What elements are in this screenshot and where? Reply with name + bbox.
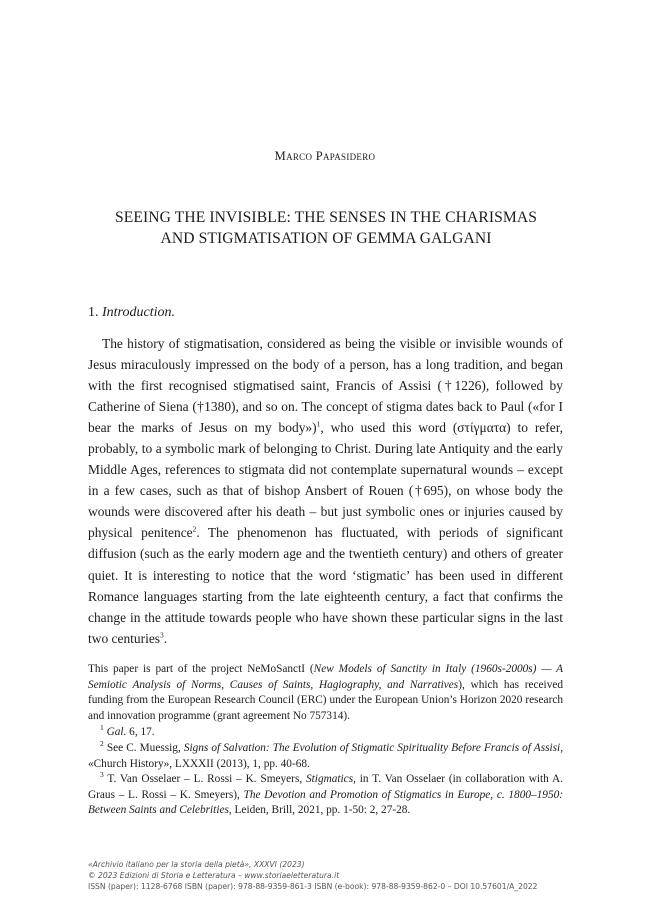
body-text-part-a: The history of stigmatisation, considered as being the visible or invisible wounds of Jesus miraculously impressed on the body of a person, has a long tradition, and began with the first recognised stigmatised saint, Francis of Assisi (†1226), followed by Catherine of Siena (†1380), and so on. The concept of stigma dates back to Paul («for I bear the marks of Jesus on my body») — [88, 336, 563, 436]
footnote-3-title-1: Stigmatics — [306, 773, 354, 785]
footnote-2-number: 2 — [100, 739, 104, 749]
article-title-line-1: SEEING THE INVISIBLE: THE SENSES IN THE CHARISMAS — [114, 209, 538, 226]
footnote-3-text-e: , Leiden, Brill, 2021, pp. 1-50: 2, 27-28. — [228, 804, 411, 816]
footnote-2 — [88, 741, 563, 772]
footnote-2-title: Signs of Salvation: The Evolution of Stigmatic Spirituality Before Francis of Assisi — [183, 742, 561, 754]
body-text-part-d: . — [163, 630, 168, 646]
section-number: 1. — [88, 305, 99, 320]
body-text-part-c: . The phenomenon has fluctuated, with periods of significant diffusion (such as the early modern age and the twentieth century) and others of greater quiet. It is interesting to notice that the word ‘stigmatic’ has been used in different Romance languages starting from the late eighteenth century, a fact that confirms the change in the attitude towards people who have shown these particular signs in the last two centuries — [88, 525, 564, 646]
footnote-1-source: Gal. — [106, 726, 127, 738]
article-title — [70, 207, 582, 249]
footnote-1 — [88, 725, 563, 741]
footnote-ref-3[interactable]: 3 — [160, 630, 164, 640]
footnote-ref-2[interactable]: 2 — [192, 524, 197, 534]
funding-project-title: New Models of Sanctity in Italy (1960s-2000s) — A Semiotic Analysis of Norms, Causes of Saints, Hagiography, and Narratives — [88, 663, 563, 691]
section-title: Introduction. — [102, 305, 175, 320]
body-text-part-b: , who used this word (στίγματα) to refer, probably, to a symbolic mark of belonging to Christ. During late Antiquity and the early Middle Ages, references to stigmata did not contemplate supernatural wounds – except in a few cases, such as that of bishop Ansbert of Rouen (†695), on whose body the wounds were discovered after his death – but just symbolic ones or injuries caused by physical penitence — [88, 420, 563, 541]
article-title-line-2: AND STIGMATISATION OF GEMMA GALGANI — [160, 230, 492, 247]
footnote-3 — [88, 772, 563, 819]
footnote-3-text-a: T. Van Osselaer – L. Rossi – K. Smeyers, — [107, 773, 307, 785]
footnote-2-text-a: See C. Muessig, — [106, 742, 184, 754]
funding-text-c: ), which has received funding from the European Research Council (ERC) under the European Union’s Horizon 2020 research and innovation programme (grant agreement No 757314). — [88, 678, 564, 722]
footnote-1-rest: 6, 17. — [126, 726, 155, 738]
footnote-3-number: 3 — [100, 770, 104, 780]
footnote-3-text-c: , in T. Van Osselaer (in collaboration with A. Graus – L. Rossi – K. Smeyers), — [88, 773, 563, 801]
author-name: Marco Papasidero — [274, 149, 376, 163]
footnote-ref-1[interactable]: 1 — [316, 419, 321, 429]
colophon — [88, 859, 568, 892]
colophon-copyright: © 2023 Edizioni di Storia e Letteratura – www.storiaeletteratura.it — [88, 871, 340, 880]
section-heading — [88, 305, 175, 321]
footnote-2-text-c: , «Church History», LXXXII (2013), 1, pp. 40-68. — [88, 742, 564, 770]
funding-text-a: This paper is part of the project NeMoSanctI ( — [88, 663, 314, 675]
colophon-journal: «Archivio italiano per la storia della pietà», XXXVI (2023) — [88, 860, 305, 869]
colophon-identifiers: ISSN (paper): 1128-6768 ISBN (paper): 978-88-9359-861-3 ISBN (e-book): 978-88-9359-862-0 – DOI 10.57601/A_2022 — [88, 882, 538, 891]
body-paragraph — [88, 333, 563, 649]
funding-note — [88, 662, 563, 724]
footnote-3-title-2: The Devotion and Promotion of Stigmatics in Europe, c. 1800–1950: Between Saints and Celebrities — [88, 788, 563, 816]
footnote-1-number: 1 — [100, 723, 104, 733]
